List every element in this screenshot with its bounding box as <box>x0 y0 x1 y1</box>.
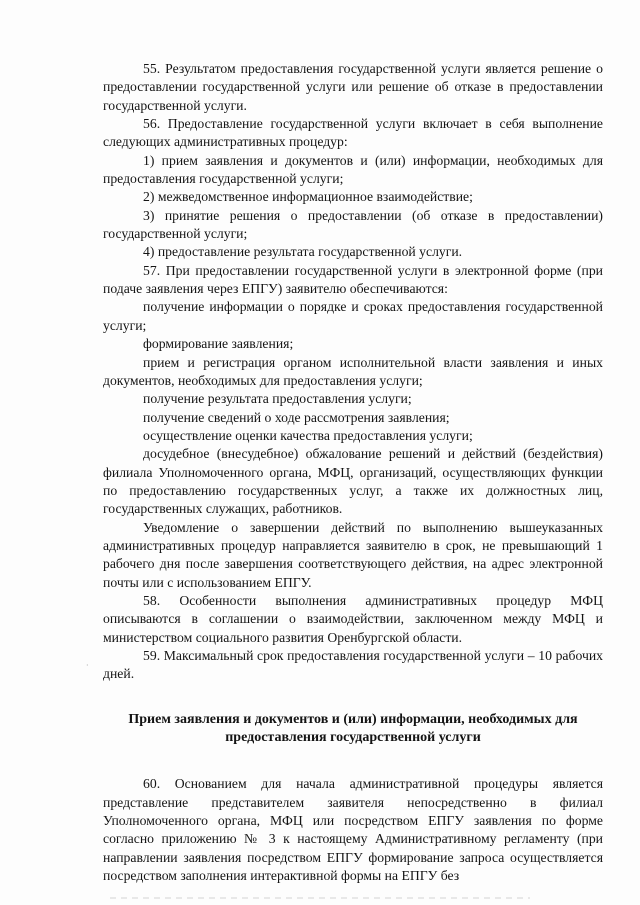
paragraph-56-item-2: 2) межведомственное информационное взаимодействие; <box>143 189 473 205</box>
paragraph-57-item-result: получение результата предоставления услуги; <box>143 391 412 407</box>
paragraph-60: 60. Основанием для начала административной процедуры является представление представителем заявителя непосредственно в филиал Уполномоченного органа, МФЦ или посредством ЕПГУ заявления по форме согласно приложению № 3 к настоящему Административному регламенту (при направлении заявления посредством ЕПГУ формирование запроса осуществляется посредством заполнения интерактивной формы на ЕПГУ без <box>103 776 603 884</box>
paragraph-59: 59. Максимальный срок предоставления государственной услуги – 10 рабочих дней. <box>103 648 603 682</box>
paragraph-56-item-3: 3) принятие решения о предоставлении (об отказе в предоставлении) государственной услуги; <box>103 207 603 242</box>
document-body <box>103 60 603 885</box>
paragraph-57: 57. При предоставлении государственной услуги в электронной форме (при подаче заявления через ЕПГУ) заявителю обеспечиваются: <box>103 262 603 297</box>
paragraphs-top <box>103 60 603 684</box>
paragraph-56: 56. Предоставление государственной услуги включает в себя выполнение следующих административных процедур: <box>103 116 603 150</box>
paragraph-57-item-info: получение информации о порядке и сроках предоставления государственной услуги; <box>103 299 603 333</box>
paragraph-57-item-status: получение сведений о ходе рассмотрения заявления; <box>143 409 450 425</box>
paragraphs-bottom <box>103 775 603 885</box>
paragraph-57-item-appeal: досудебное (внесудебное) обжалование решений и действий (бездействия) филиала Уполномоченного органа, МФЦ, организаций, осуществляющих функции по предоставлению государственных услуг, а также их должностных лиц, государственных служащих, работников. <box>103 446 603 517</box>
scan-mark: · <box>86 661 89 670</box>
paragraph-notification: Уведомление о завершении действий по выполнению вышеуказанных административных процедур направляется заявителю в срок, не превышающий 1 рабочего дня после завершения соответствующего действия, на адрес электронной почты или с использованием ЕПГУ. <box>103 519 603 590</box>
paragraph-57-item-registration: прием и регистрация органом исполнительной власти заявления и иных документов, необходимых для предоставления услуги; <box>103 354 603 388</box>
paragraph-58: 58. Особенности выполнения административных процедур МФЦ описываются в соглашении о взаимодействии, заключенном между МФЦ и министерством социального развития Оренбургской области. <box>103 592 603 645</box>
paragraph-56-item-4: 4) предоставление результата государственной услуги. <box>143 244 463 260</box>
paragraph-57-item-form: формирование заявления; <box>143 336 294 352</box>
paragraph-56-item-1: 1) прием заявления и документов и (или) информации, необходимых для предоставления государственной услуги; <box>103 152 603 187</box>
paragraph-57-item-quality: осуществление оценки качества предоставления услуги; <box>143 427 473 443</box>
section-heading: Прием заявления и документов и (или) информации, необходимых для предоставления государственной услуги <box>128 711 578 746</box>
paragraph-55: 55. Результатом предоставления государственной услуги является решение о предоставлении государственной услуги или решение об отказе в предоставлении государственной услуги. <box>103 61 603 113</box>
scan-edge-decoration <box>110 897 530 899</box>
